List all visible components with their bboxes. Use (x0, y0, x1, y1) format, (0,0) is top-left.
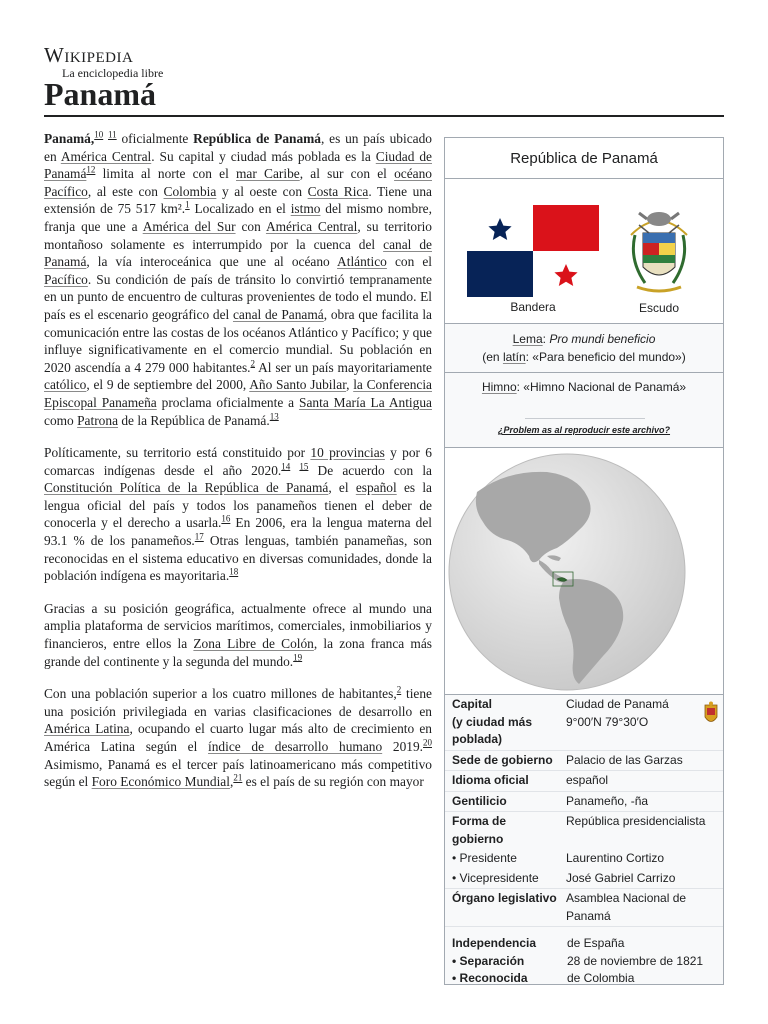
vicepresident-label[interactable]: • Vicepresidente (452, 870, 539, 885)
text: proclama oficialmente a (156, 394, 300, 410)
text: y por 6 comarcas indígenas desde el año 2020. (44, 445, 432, 478)
text: , ocupando el cuarto lugar más alto de crecimiento en América Latina según el (44, 721, 432, 754)
paragraph-intro (44, 130, 432, 429)
anthem-name: : «Himno Nacional de Panamá» (516, 380, 687, 394)
ref-14[interactable]: 14 (281, 461, 291, 472)
text: . Su capital y ciudad más poblada es la (151, 148, 376, 164)
link-america-central[interactable]: América Central (60, 148, 152, 164)
ref-13[interactable]: 13 (269, 411, 279, 422)
link-america-del-sur[interactable]: América del Sur (142, 218, 236, 234)
text: Otras lenguas, también panameñas, son reconocidas en el sistema educativo en diversas comunidades, donde la población indígena es mayoritaria. (44, 533, 432, 584)
text: como (44, 412, 78, 428)
recognized-value[interactable]: de Colombia (567, 971, 635, 985)
text: En 2006, era la lengua materna del 93.1 % de los panameños. (44, 515, 432, 549)
demonym-value: Panameño, -ña (566, 793, 649, 808)
motto-text: Pro mundi beneficio (549, 332, 656, 346)
link-america-central-2[interactable]: América Central (265, 218, 358, 234)
recognized-label[interactable]: • Reconocida (452, 971, 528, 985)
seat-value[interactable]: Palacio de las Garzas (566, 752, 683, 767)
legislature-label[interactable]: Órgano legislativo (452, 891, 557, 905)
ref-17[interactable]: 17 (194, 531, 204, 542)
row-vicepresident (445, 869, 723, 889)
text: limita al norte con el (95, 166, 236, 182)
row-independence (445, 927, 723, 953)
text: del mismo nombre, franja que une a (44, 201, 432, 234)
text: , al este con (87, 183, 164, 199)
independence-label[interactable]: Independencia (452, 936, 537, 950)
text: , la vía interoceánica que une al océano (86, 254, 338, 270)
link-conferencia-episcopal[interactable]: la Conferencia Episcopal Panameña (44, 377, 432, 410)
row-president (445, 849, 723, 869)
ref-20[interactable]: 20 (423, 737, 432, 748)
text: : «Para beneficio del mundo») (525, 350, 686, 364)
link-america-latina[interactable]: América Latina (44, 721, 130, 737)
coat-caption[interactable]: Escudo (638, 301, 680, 315)
paragraph-development (44, 685, 432, 791)
link-istmo[interactable]: istmo (290, 201, 321, 217)
language-label[interactable]: Idioma oficial (452, 773, 529, 787)
text: De acuerdo con la (308, 462, 432, 478)
flag-of-panama[interactable] (467, 205, 599, 297)
text: , al sur con el (299, 166, 395, 182)
government-label[interactable]: Forma de gobierno (452, 814, 507, 846)
link-constitucion[interactable]: Constitución Política de la República de Panamá (44, 480, 329, 496)
link-zona-libre-de-colon[interactable]: Zona Libre de Colón (193, 636, 314, 652)
article-subject: Panamá, (44, 131, 95, 146)
link-pacifico[interactable]: Pacífico (44, 271, 88, 287)
vicepresident-value[interactable]: José Gabriel Carrizo (566, 870, 676, 885)
official-name: República de Panamá (193, 131, 322, 146)
legislature-value[interactable]: Asamblea Nacional de Panamá (566, 891, 687, 923)
coat-of-arms[interactable] (621, 205, 697, 297)
ref-15[interactable]: 15 (299, 461, 309, 472)
wikipedia-wordmark: Wikipedia (44, 43, 134, 67)
ref-12[interactable]: 12 (86, 164, 96, 175)
row-legislature (445, 889, 723, 926)
capital-label[interactable]: Capital (y ciudad más poblada) (452, 697, 533, 746)
row-seat (445, 751, 723, 771)
ref-16[interactable]: 16 (221, 514, 231, 524)
text: Asimismo, Panamá es el tercer país latinoamericano más competitivo según el (44, 756, 432, 790)
ref-18[interactable]: 18 (229, 566, 239, 577)
president-value[interactable]: Laurentino Cortizo (566, 851, 665, 865)
text: , la zona franca más grande del continente y la segunda del mundo. (44, 636, 432, 669)
title-divider (44, 115, 724, 117)
seat-label: Sede de gobierno (452, 752, 553, 767)
orthographic-globe-map[interactable] (447, 452, 687, 692)
link-costa-rica[interactable]: Costa Rica (307, 183, 369, 199)
text: con el (386, 254, 432, 270)
link-ano-santo-jubilar[interactable]: Año Santo Jubilar (249, 377, 347, 393)
row-language (445, 771, 723, 791)
text: , obra que facilita la comunicación entre las costas de los océanos Atlántico y Pacífico; y que influye significativamente en el comercio mundial. Su población en 2020 ascendía a 4 279 000 habitantes. (44, 306, 432, 375)
anthem-section (445, 373, 723, 407)
link-foro-economico-mundial[interactable]: Foro Económico Mundial (91, 774, 230, 790)
audio-player (445, 407, 723, 447)
link-catolico[interactable]: católico (44, 377, 87, 393)
ref-11[interactable]: 11 (108, 130, 117, 140)
ref-10[interactable]: 10 (94, 130, 104, 140)
link-provincias[interactable]: 10 provincias (310, 445, 385, 461)
motto-section (445, 324, 723, 372)
ref-21[interactable]: 21 (233, 772, 243, 783)
motto-translation-line (449, 348, 719, 366)
link-indice-desarrollo-humano[interactable]: índice de desarrollo humano (208, 739, 383, 754)
audio-bar[interactable] (525, 418, 645, 419)
demonym-label[interactable]: Gentilicio (452, 793, 507, 808)
text: tiene una posición privilegiada en varias clasificaciones de desarrollo en (44, 686, 432, 719)
wikipedia-logo[interactable] (44, 44, 204, 80)
ref-2b[interactable]: 2 (396, 684, 402, 695)
text: Gracias a su posición geográfica, actualmente ofrece al mundo una amplia plataforma de servicios marítimos, comerciales, inmobiliarios y financieros, entre ellos la (44, 600, 432, 652)
flag-caption[interactable]: Bandera (510, 300, 556, 314)
paragraph-economy (44, 600, 432, 670)
text: 2019. (382, 739, 424, 754)
text: . Tiene una extensión de 75 517 km². (44, 183, 432, 217)
text: de la República de Panamá. (118, 412, 270, 428)
link-ciudad-de-panama[interactable]: Ciudad de Panamá (44, 148, 432, 182)
text: (en (482, 350, 503, 364)
article-body (44, 130, 432, 1020)
link-lema[interactable]: Lema (512, 332, 543, 346)
location-map (445, 448, 723, 694)
link-patrona[interactable]: Patrona (77, 412, 119, 428)
page-title: Panamá (44, 76, 156, 112)
capital-value[interactable]: Ciudad de Panamá 9°00′N 79°30′O (566, 697, 669, 729)
text: . Su condición de país de tránsito lo convirtió tempranamente en un punto de encuentro de culturas provenientes de todo el mundo. El país es el escenario geográfico del (44, 271, 432, 322)
ref-19[interactable]: 19 (293, 652, 303, 663)
link-oceano-pacifico[interactable]: océano Pacífico (44, 166, 432, 199)
link-santa-maria-la-antigua[interactable]: Santa María La Antigua (299, 394, 432, 410)
city-coat-icon[interactable] (703, 701, 719, 727)
row-demonym (445, 792, 723, 812)
link-canal-de-panama-2[interactable]: canal de Panamá (232, 306, 324, 322)
text: , el (328, 480, 356, 496)
text: , su territorio montañoso solamente es interrumpido por la cuenca del (44, 218, 432, 252)
text: con (235, 218, 266, 234)
link-mar-caribe[interactable]: mar Caribe (236, 166, 300, 182)
text: oficialmente (116, 131, 194, 146)
row-separation (445, 953, 723, 971)
text: Al ser un país mayoritariamente (255, 359, 432, 375)
text: Políticamente, su territorio está constituido por (44, 445, 311, 461)
link-atlantico[interactable]: Atlántico (337, 254, 387, 270)
audio-help-link[interactable]: ¿Problem as al reproducir este archivo? (497, 425, 671, 435)
infobox-symbols (445, 179, 723, 323)
text: es la lengua oficial del país y todos los panameños tienen el deber de conocerla y el derecho a usarla. (44, 480, 432, 531)
text: es el país de su región con mayor (242, 774, 424, 790)
text: , el 9 de septiembre del 2000, (86, 377, 250, 393)
ref-2[interactable]: 2 (250, 358, 256, 369)
row-capital (445, 695, 723, 750)
text: Localizado en el (189, 201, 291, 217)
separation-label[interactable]: • Separación (452, 953, 525, 968)
link-espanol[interactable]: español (355, 480, 397, 496)
infobox-facts-table (445, 695, 723, 985)
link-canal-de-panama[interactable]: canal de Panamá (44, 236, 432, 270)
president-label[interactable]: • Presidente (452, 851, 517, 865)
infobox (444, 137, 724, 985)
wikipedia-tagline: La enciclopedia libre (62, 66, 164, 80)
paragraph-politics (44, 444, 432, 585)
separation-date[interactable]: 28 de noviembre de 1821 (567, 953, 704, 968)
link-colombia[interactable]: Colombia (163, 183, 217, 199)
independence-from[interactable]: de España (567, 936, 625, 950)
text: , (229, 774, 234, 790)
text: y al oeste con (216, 183, 308, 199)
language-value[interactable]: español (566, 773, 609, 787)
row-recognized (445, 970, 723, 985)
infobox-title: República de Panamá (445, 138, 723, 178)
ref-1[interactable]: 1 (185, 199, 190, 210)
text: , (346, 377, 354, 393)
text: Con una población superior a los cuatro millones de habitantes, (44, 686, 397, 702)
text: , es un país ubicado en (44, 131, 432, 164)
link-latin[interactable]: latín (502, 350, 526, 364)
link-himno[interactable]: Himno (481, 380, 517, 394)
motto-line: Lema: Pro mundi beneficio (512, 332, 656, 346)
row-government (445, 812, 723, 849)
government-value[interactable]: República presidencialista (566, 814, 706, 828)
